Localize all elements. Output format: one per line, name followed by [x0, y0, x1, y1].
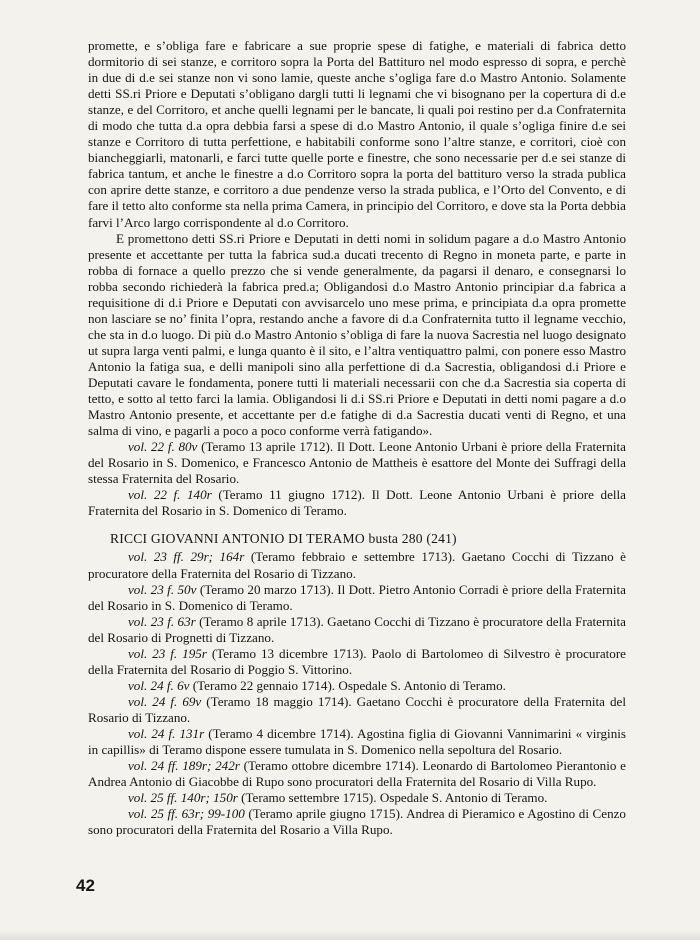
entry-text: (Teramo 22 gennaio 1714). Ospedale S. Antonio di Teramo. [189, 677, 506, 693]
scan-edge-shadow [0, 930, 700, 940]
page-number: 42 [76, 876, 95, 895]
archive-entry [88, 758, 626, 790]
volume-reference: vol. 23 f. 63r [128, 613, 196, 629]
payment-paragraph: E promettono detti SS.ri Priore e Deputati in detti nomi in solidum pagare a d.o Mastro Antonio presente et accettante per tutta la fabrica sud.a ducati trecento di Regno in moneta parte, e parte in robba di fornace a quello prezzo che si vende generalmente, da pagarsi il denaro, e consegnarsi lo robba secondo richiederà la fabrica pred.a; Obligandosi d.o Mastro Antonio principiar d.a fabrica a requisitione di d.i Priore e Deputati con avvisarcelo uno mese prima, e principiata d.a opra promette non lasciare se no’ finita l’opra, restando anche a favore di d.a Confraternita tutto il legname vecchio, che sta in d.o luogo. Di più d.o Mastro Antonio s’obliga di fare la nuova Sacrestia nel luogo designato ut supra larga venti palmi, e lunga quanto è il sito, e l’altra ventiquattro palmi, con ponere esso Mastro Antonio la fatiga sua, e delli manipoli sino alla perfettione di d.a Sacrestia, obligandosi d.i Priore e Deputati cavare le fondamenta, ponere tutti li materiali necessarii con che d.a Sacrestia sia coperta di tetto, e sotto al tetto farci la lamia. Obligandosi li d.i SS.ri Priore e Deputati in detti nomi pagare a d.o Mastro Antonio presente, et accettante per d.e fatighe di d.a Sacrestia ducati venti di Regno, et una salma di vino, e pagarli a poco a poco conforme verrà fatigando». [88, 230, 626, 439]
archive-entry [88, 790, 626, 806]
volume-reference: vol. 25 ff. 63r; 99-100 [128, 806, 245, 822]
archive-entry [88, 487, 626, 519]
entry-text: (Teramo aprile giugno 1715). Andrea di Pieramico e Agostino di Cenzo sono procuratori della Fraternita del Rosario a Villa Rupo. [88, 806, 626, 838]
archive-entry [88, 678, 626, 694]
entry-text: (Teramo febbraio e settembre 1713). Gaetano Cocchi di Tizzano è procuratore della Fraternita del Rosario di Tizzano. [88, 549, 626, 581]
entry-text: (Teramo 11 giugno 1712). Il Dott. Leone Antonio Urbani è priore della Fraternita del Rosario in S. Domenico di Teramo. [88, 487, 626, 519]
archive-entry [88, 439, 626, 487]
archive-entry [88, 726, 626, 758]
volume-reference: vol. 23 ff. 29r; 164r [128, 549, 245, 565]
page-body [88, 38, 626, 838]
archive-entry [88, 549, 626, 581]
archive-entry [88, 614, 626, 646]
entry-text: (Teramo 20 marzo 1713). Il Dott. Pietro Antonio Corradi è priore della Fraternita del Rosario in S. Domenico di Teramo. [88, 581, 626, 613]
entry-text: (Teramo settembre 1715). Ospedale S. Antonio di Teramo. [237, 790, 548, 806]
volume-reference: vol. 24 ff. 189r; 242r [128, 758, 240, 774]
volume-reference: vol. 22 f. 140r [128, 487, 212, 503]
volume-reference: vol. 25 ff. 140r; 150r [128, 790, 238, 806]
archive-entry [88, 646, 626, 678]
section-heading: RICCI GIOVANNI ANTONIO DI TERAMO busta 280 (241) [110, 531, 457, 547]
archive-entry [88, 694, 626, 726]
section-spacer [88, 519, 626, 531]
archive-entry [88, 806, 626, 838]
volume-reference: vol. 23 f. 50v [128, 581, 197, 597]
entry-text: (Teramo ottobre dicembre 1714). Leonardo di Bartolomeo Pierantonio e Andrea Antonio di Giacobbe di Rupo sono procuratori della Fraternita del Rosario di Villa Rupo. [88, 758, 626, 790]
volume-reference: vol. 22 f. 80v [128, 439, 198, 455]
volume-reference: vol. 23 f. 195r [128, 645, 207, 661]
entry-text: (Teramo 8 aprile 1713). Gaetano Cocchi di Tizzano è procuratore della Fraternita del Rosario di Prognetti di Tizzano. [88, 613, 626, 645]
volume-reference: vol. 24 f. 6v [128, 677, 190, 693]
volume-reference: vol. 24 f. 131r [128, 725, 205, 741]
entry-text: (Teramo 4 dicembre 1714). Agostina figlia di Giovanni Vannimarini « virginis in capillis» di Teramo dispone essere tumulata in S. Domenico nella sepoltura del Rosario. [88, 725, 626, 758]
entry-text: (Teramo 18 maggio 1714). Gaetano Cocchi è procuratore della Fraternita del Rosario di Tizzano. [88, 693, 626, 725]
entry-text: (Teramo 13 aprile 1712). Il Dott. Leone Antonio Urbani è priore della Fraternita del Rosario in S. Domenico, e Francesco Antonio de Mattheis è esattore del Monte dei Suffragi della stessa Fraternita del Rosario. [88, 439, 626, 487]
entry-text: (Teramo 13 dicembre 1713). Paolo di Bartolomeo di Silvestro è procuratore della Fraternita del Rosario di Poggio S. Vittorino. [88, 645, 626, 677]
archive-entry [88, 582, 626, 614]
contract-paragraph: promette, e s’obliga fare e fabricare a sue proprie spese di fatighe, e materiali di fabrica detto dormitorio di sei stanze, e corritoro sopra la Porta del Battituro nel modo espresso di sopra, e perchè in due di d.e sei stanze non vi sono lamie, queste anche s’ogliga fare d.o Mastro Antonio. Solamente detti SS.ri Priore e Deputati s’obligano dargli tutti li legnami che vi bisognano per la copertura di d.e stanze, e del Corritoro, et anche quelli legnami per le bancate, li quali poi restino per d.a Confraternita di modo che tutta d.a opra debbia farsi a spese di d.o Mastro Antonio, il quale s’ogliga finire d.e sei stanze e Corritoro di tutta perfettione, e habitabili conforme sono l’altre stanze, e corritori, cioè con biancheggiarli, matonarli, e farci tutte quelle porte e finestre, che sono necessarie per d.e sei stanze di fabrica tantum, et anche le finestre a d.o Corritoro sopra la porta del battituro verso la strada publica con aprire dette stanze, e corritoro a due pendenze verso la strada publica, e l’Orto del Convento, e di fare il tetto alto conforme sta nella prima Camera, in principio del Corritoro, e dove sta la Porta debbia farvi l’Arco largo corrispondente al d.o Corritoro. [88, 38, 626, 230]
volume-reference: vol. 24 f. 69v [128, 693, 202, 709]
